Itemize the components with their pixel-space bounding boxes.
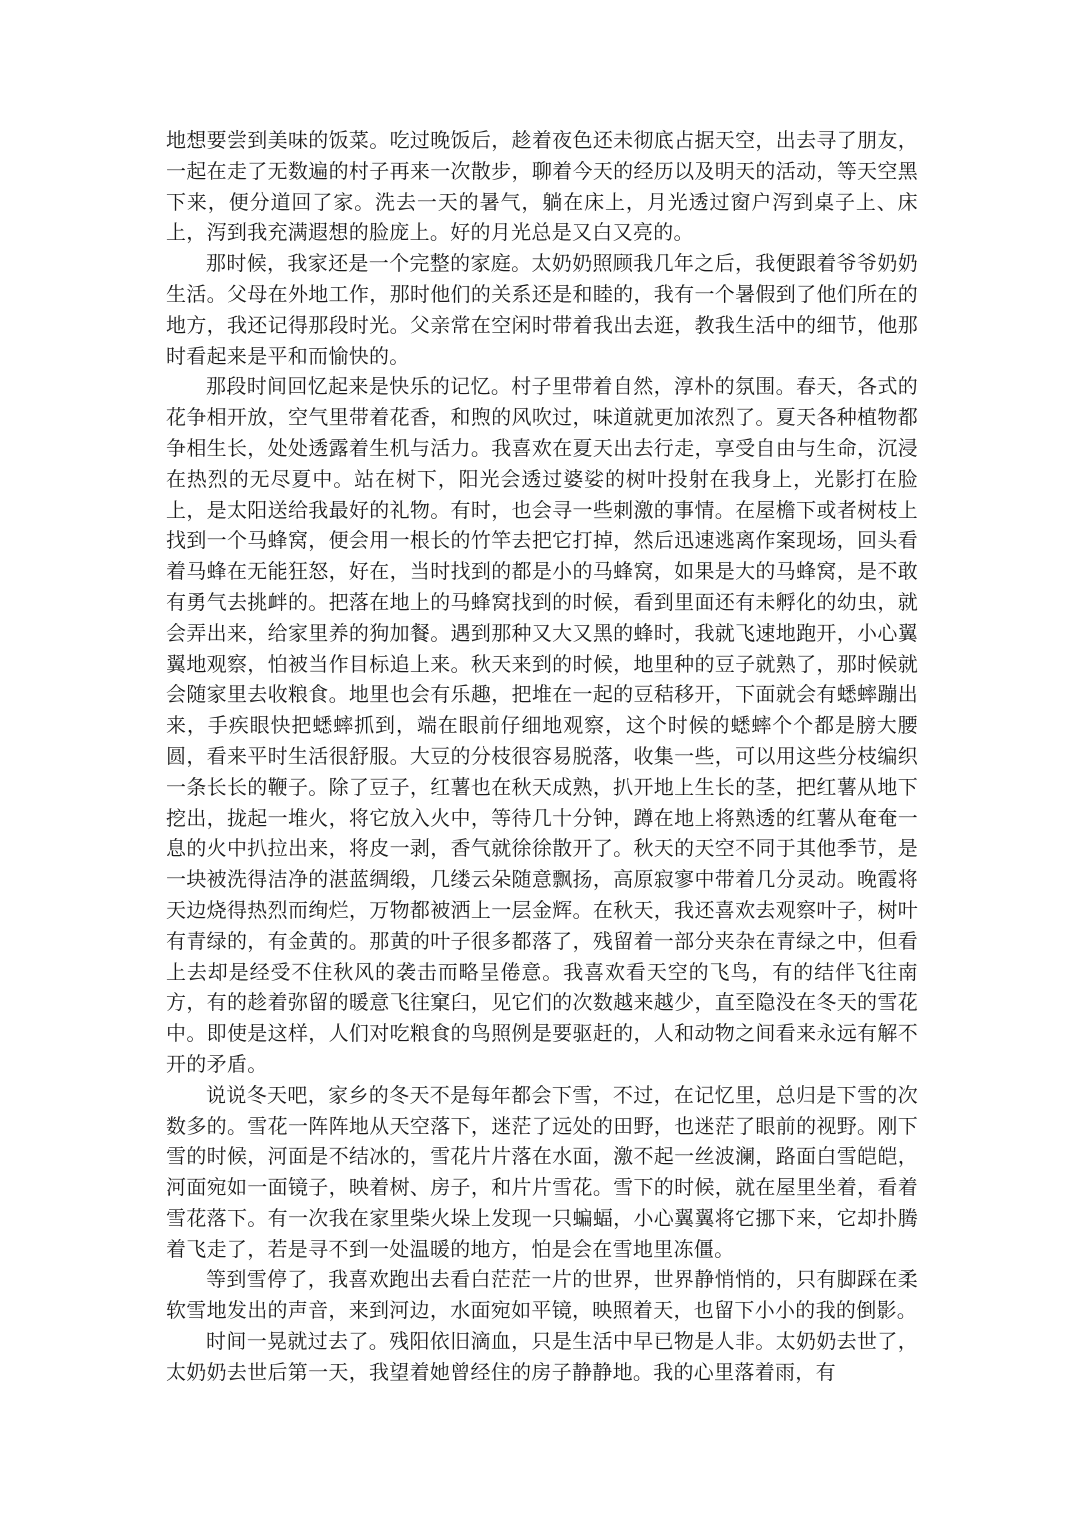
paragraph-time-passes: 时间一晃就过去了。残阳依旧滴血，只是生活中早已物是人非。太奶奶去世了，太奶奶去世后第一天，我望着她曾经住的房子静静地。我的心里落着雨，有 <box>166 1329 918 1384</box>
document-body <box>166 125 918 1388</box>
paragraph-seasons: 那段时间回忆起来是快乐的记忆。村子里带着自然，淳朴的氛围。春天，各式的花争相开放，空气里带着花香，和煦的风吹过，味道就更加浓烈了。夏天各种植物都争相生长，处处透露着生机与活力。我喜欢在夏天出去行走，享受自由与生命，沉浸在热烈的无尽夏中。站在树下，阳光会透过婆娑的树叶投射在我身上，光影打在脸上，是太阳送给我最好的礼物。有时，也会寻一些刺激的事情。在屋檐下或者树枝上找到一个马蜂窝，便会用一根长的竹竿去把它打掉，然后迅速逃离作案现场，回头看着马蜂在无能狂怒，好在，当时找到的都是小的马蜂窝，如果是大的马蜂窝，是不敢有勇气去挑衅的。把落在地上的马蜂窝找到的时候，看到里面还有未孵化的幼虫，就会弄出来，给家里养的狗加餐。遇到那种又大又黑的蜂时，我就飞速地跑开，小心翼翼地观察，怕被当作目标追上来。秋天来到的时候，地里种的豆子就熟了，那时候就会随家里去收粮食。地里也会有乐趣，把堆在一起的豆秸移开，下面就会有蟋蟀蹦出来，手疾眼快把蟋蟀抓到，端在眼前仔细地观察，这个时候的蟋蟀个个都是膀大腰圆，看来平时生活很舒服。大豆的分枝很容易脱落，收集一些，可以用这些分枝编织一条长长的鞭子。除了豆子，红薯也在秋天成熟，扒开地上生长的茎，把红薯从地下挖出，拢起一堆火，将它放入火中，等待几十分钟，蹲在地上将熟透的红薯从奄奄一息的火中扒拉出来，将皮一剥，香气就徐徐散开了。秋天的天空不同于其他季节，是一块被洗得洁净的湛蓝绸缎，几缕云朵随意飘扬，高原寂寥中带着几分灵动。晚霞将天边烧得热烈而绚烂，万物都被洒上一层金辉。在秋天，我还喜欢去观察叶子，树叶有青绿的，有金黄的。那黄的叶子很多都落了，残留着一部分夹杂在青绿之中，但看上去却是经受不住秋风的袭击而略呈倦意。我喜欢看天空的飞鸟，有的结伴飞往南方，有的趁着弥留的暖意飞往窠臼，见它们的次数越来越少，直至隐没在冬天的雪花中。即使是这样，人们对吃粮食的鸟照例是要驱赶的，人和动物之间看来永远有解不开的矛盾。 <box>166 374 918 1076</box>
paragraph-winter: 说说冬天吧，家乡的冬天不是每年都会下雪，不过，在记忆里，总归是下雪的次数多的。雪花一阵阵地从天空落下，迷茫了远处的田野，也迷茫了眼前的视野。刚下雪的时候，河面是不结冰的，雪花片片落在水面，激不起一丝波澜，路面白雪皑皑，河面宛如一面镜子，映着树、房子，和片片雪花。雪下的时候，就在屋里坐着，看着雪花落下。有一次我在家里柴火垛上发现一只蝙蝠，小心翼翼将它挪下来，它却扑腾着飞走了，若是寻不到一处温暖的地方，怕是会在雪地里冻僵。 <box>166 1082 918 1261</box>
paragraph-after-snow: 等到雪停了，我喜欢跑出去看白茫茫一片的世界，世界静悄悄的，只有脚踩在柔软雪地发出的声音，来到河边，水面宛如平镜，映照着天，也留下小小的我的倒影。 <box>166 1267 918 1323</box>
paragraph-continued: 地想要尝到美味的饭菜。吃过晚饭后，趁着夜色还未彻底占据天空，出去寻了朋友，一起在走了无数遍的村子再来一次散步，聊着今天的经历以及明天的活动，等天空黑下来，便分道回了家。洗去一天的暑气，躺在床上，月光透过窗户泻到桌子上、床上，泻到我充满遐想的脸庞上。好的月光总是又白又亮的。 <box>166 128 918 245</box>
paragraph-family: 那时候，我家还是一个完整的家庭。太奶奶照顾我几年之后，我便跟着爷爷奶奶生活。父母在外地工作，那时他们的关系还是和睦的，我有一个暑假到了他们所在的地方，我还记得那段时光。父亲常在空闲时带着我出去逛，教我生活中的细节，他那时看起来是平和而愉快的。 <box>166 251 918 368</box>
